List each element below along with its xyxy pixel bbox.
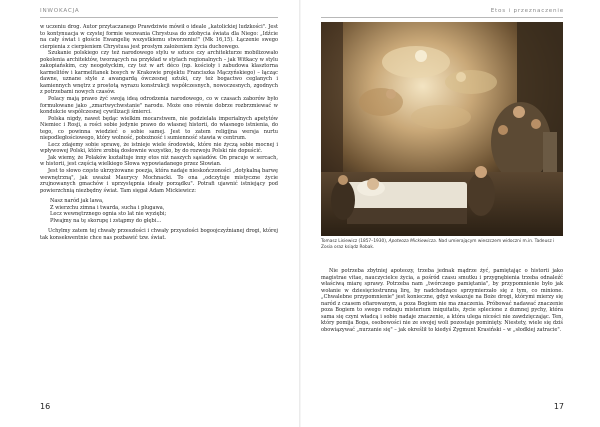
caption-title: Apoteoza Mickiewicza [388, 239, 436, 244]
header-rule-right [321, 17, 563, 18]
running-header-left: INWOKACJA [40, 8, 80, 14]
right-page [300, 0, 600, 427]
painting-apoteoza-mickiewicza [321, 22, 563, 236]
poem-line: Z wierzchu zimna i twarda, sucha i plugawa, [50, 204, 165, 211]
paragraph: w uczeniu drog. Autor przytaczanego Prawdziwie mówił o ideale „katolickiej ludzkości". Jest to kontynuacja w czystej formie wezwania Chrystusa do zdobycia świata dla Niego: „Idźcie na cały świat i głoście Ewangelię wszystkiemu stworzeniu!" (Mk 16,15). Łączenie swego cierpienia z cierpieniem Chrystusa jest prostym założeniem życia duchowego. [40, 24, 278, 50]
paragraph: Polacy mają prawo żyć swoją ideą odrodzenia narodowego, co w czasach zaborów było formułowane jako „zmartwychwstanie" narodu. Może ono równie dobrze rozbrzmiewać w kondukcie współczesnej cywilizacji śmierci. [40, 96, 278, 116]
page-number-right: 17 [553, 402, 564, 411]
paragraph: Jak wiemy, że Polaków kształtuje inny etos niż naszych sąsiadów. On pracuje w sercach, w historii, jest częścią wielkiego Słowa wypowiadanego przez Słowian. [40, 154, 278, 168]
paragraph: Szukanie polskiego czy też narodowego stylu w sztuce czy architekturze mobilizowało pokolenia architektów, tworzących na przykład w stylach regionalnych – jak Witkacy w stylu zakopiańskim, czy neogotyckim, czy też w art déco (np. kościoły i zabudowa klasztorna karmelitów i karmelitanek bosych w Krakowie projektu Franciszka Mączyńskiego) – łącząc dawne, uznane style z awangardą ówczesnej sztuki, czy też bogactwo ceglanych i kamiennych wnętrz z prostotą wyrazu konstrukcji współczesnych, nowoczesnych, zgodnych z potrzebami nowych czasów. [40, 50, 278, 96]
caption-description: . Nad umierającym wieszczem widoczni m.in. Tadeusz i Zosia oraz ksiądz Robak. [321, 239, 555, 250]
paragraph: Lecz zdajemy sobie sprawę, że istnieje wiele środowisk, które nie życzą sobie mocnej i wpływowej Polski, które zrobią dosłownie wszystko, by do rozwoju Polski nie dopuścić. [40, 141, 278, 155]
paragraph: Jest to słowo często ukrzyżowane poezja, która nadaje nieskończoności „dotykalną barwę wewnętrzną", jak uważał Maurycy Mochnacki. To ona „odczytuje mistyczne życie zrujnowanych gmachów i uprzystępnia ideały porządku". Potrafi ujawnić istniejący pod powierzchnią niezbędny świat. Tam sięgał Adam Mickiewicz: [40, 168, 278, 194]
closing-paragraph: Uchylmy zatem tej chwały przeszłości i chwały przyszłości bogoojczyźnianej drogi, której tak konsekwentnie chce nas pozbawić tzw. świat. [40, 228, 278, 241]
caption-author: Tomasz Lisiewicz (1857–1930), [321, 239, 388, 244]
painting-illustration [321, 22, 563, 236]
poem-quote [50, 198, 278, 224]
right-body-text [321, 268, 563, 333]
paragraph: Nie potrzeba zbytniej apoteozy, trzeba jednak mądrze żyć, pamiętając o historii jako magistrae vitae, nauczycielce życia, a pośród czasu smutku i przygnębienia trzeba odnaleźć właściwą miarę sprawy. Potrzeba nam „twórczego pamiętania", by przypomnienie było jak wołanie w dziesięciostrunną lirę, by nadchodzące sprzymierzało się z tym, co minione. „Chwalebne przypomnienie" jest konieczne, gdyż wskazuje na Boże drogi, którymi mierzy się naród z czasem ofiarowanym, a poza Bogiem nie ma znaczenia. Próbować nadawać znaczenie poza Bogiem to swego rodzaju misterium iniquitatis, życie splecione z dumnej pychy, która sama się czyni władcą i sobie nadaje znaczenie, a która ulega nicości nie zawdzięczając. Ten, który pomija Boga, osobowości nie ze swojej woli pozostaje pominięty. Niestety, wiele się dziś obowiązywać „nurzanie się" – jak określił to kiedyś Zygmunt Krasiński – w „słodkiej zatracie". [321, 268, 563, 333]
header-rule-left [40, 17, 278, 18]
poem-line: Lecz wewnętrznego ognia sto lat nie wyziębi; [50, 211, 167, 218]
poem-line: Plwajmy na tę skorupę i zstąpmy do głębi… [50, 217, 162, 224]
left-body-text [40, 24, 278, 242]
page-number-left: 16 [40, 402, 51, 411]
poem-line: Nasz naród jak lawa, [50, 198, 104, 205]
running-header-right: Etos i przeznaczenie [490, 8, 564, 14]
paragraph: Polska nigdy, nawet będąc wielkim mocarstwem, nie podzielała imperialnych apetytów Niemiec i Rosji, a rości sobie jedynie prawo do własnej historii, do własnego istnienia, do tego, co powinna wiedzieć o sobie samej. Jest to zatem religijna wersja nurtu niepodległościowego, który wolność, pobożność i sumienność stawia w centrum. [40, 115, 278, 142]
painting-caption [321, 239, 563, 251]
